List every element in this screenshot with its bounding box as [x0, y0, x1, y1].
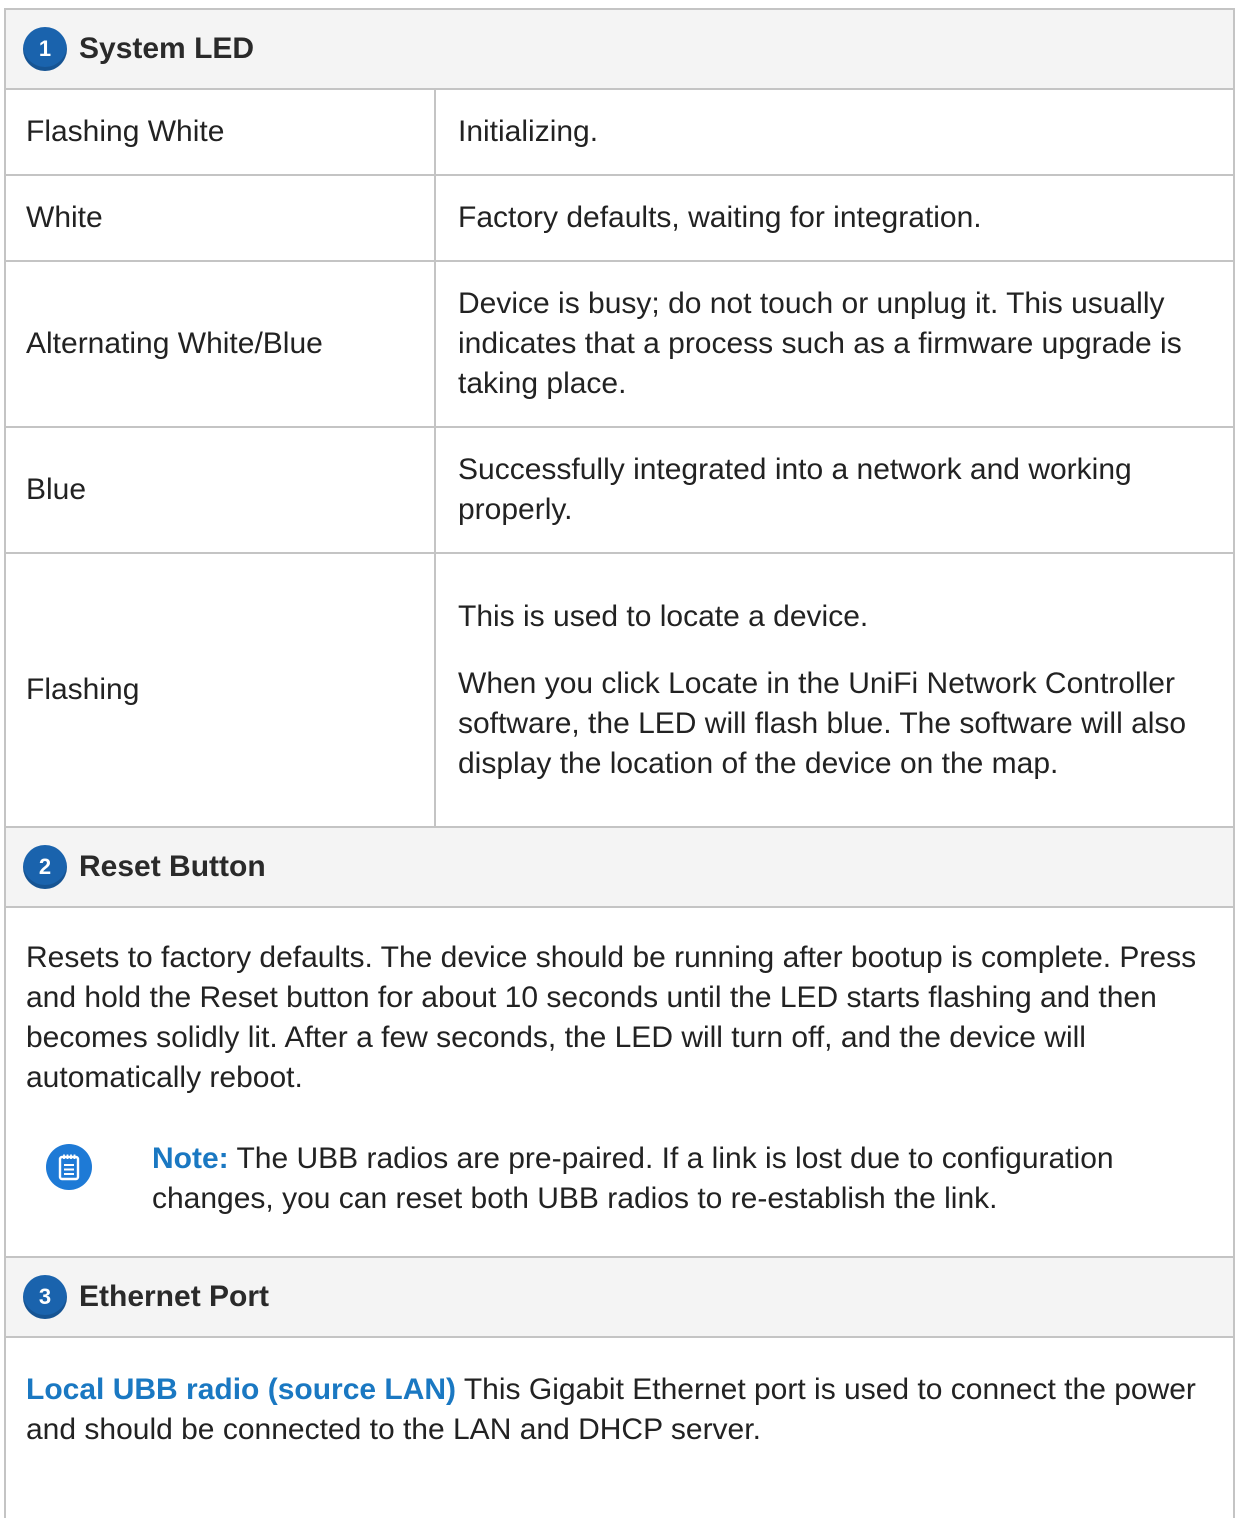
led-description [438, 90, 1233, 174]
section-title: System LED [79, 32, 255, 65]
description-text: When you click Locate in the UniFi Network Controller software, the LED will flash blue. The software will also display the location of the device on the map. [458, 666, 1187, 780]
led-description [438, 176, 1233, 260]
note-callout [46, 1139, 1203, 1219]
reset-button-header [6, 828, 1233, 908]
section-number-badge: 3 [23, 1275, 67, 1319]
ethernet-port-header [6, 1258, 1233, 1338]
table-row [6, 262, 1233, 428]
led-state: Flashing White [6, 90, 436, 174]
description-text: Factory defaults, waiting for integration. [458, 201, 982, 234]
table-row [6, 176, 1233, 262]
section-title: Reset Button [79, 850, 266, 883]
section-number-badge: 1 [23, 27, 67, 71]
section-number-badge: 2 [23, 845, 67, 889]
description-text: Device is busy; do not touch or unplug it. This usually indicates that a process such as a firmware upgrade is taking place. [458, 287, 1182, 400]
led-state: Alternating White/Blue [6, 262, 436, 426]
table-row [6, 428, 1233, 554]
description-text: Successfully integrated into a network and working properly. [458, 453, 1132, 526]
port-role-label: Local UBB radio (source LAN) [26, 1373, 457, 1406]
table-row [6, 554, 1233, 828]
note-body: The UBB radios are pre-paired. If a link is lost due to configuration changes, you can reset both UBB radios to re-establish the link. [152, 1142, 1114, 1215]
led-state: Blue [6, 428, 436, 552]
note-icon [46, 1144, 92, 1190]
led-reference-table [4, 8, 1235, 1518]
reset-description: Resets to factory defaults. The device should be running after bootup is complete. Press and hold the Reset button for about 10 seconds until the LED starts flashing and then becomes solidly lit. After a few seconds, the LED will turn off, and the device will automatically reboot. [26, 941, 1197, 1094]
description-text: Initializing. [458, 115, 599, 148]
system-led-header [6, 10, 1233, 90]
led-description [438, 428, 1233, 552]
notepad-icon [57, 1153, 81, 1181]
note-label: Note: [152, 1142, 229, 1175]
led-description [438, 262, 1233, 426]
led-state: Flashing [6, 554, 436, 826]
table-row [6, 90, 1233, 176]
led-description [438, 554, 1233, 826]
note-text [152, 1139, 1203, 1219]
section-title: Ethernet Port [79, 1280, 270, 1313]
port-role-text: This Gigabit Ethernet port is used to connect the power and should be connected to the LAN and DHCP server. [26, 1373, 1196, 1446]
led-state: White [6, 176, 436, 260]
description-text: This is used to locate a device. [458, 599, 869, 633]
reset-button-body [6, 908, 1233, 1258]
ethernet-port-description [26, 1370, 1203, 1450]
